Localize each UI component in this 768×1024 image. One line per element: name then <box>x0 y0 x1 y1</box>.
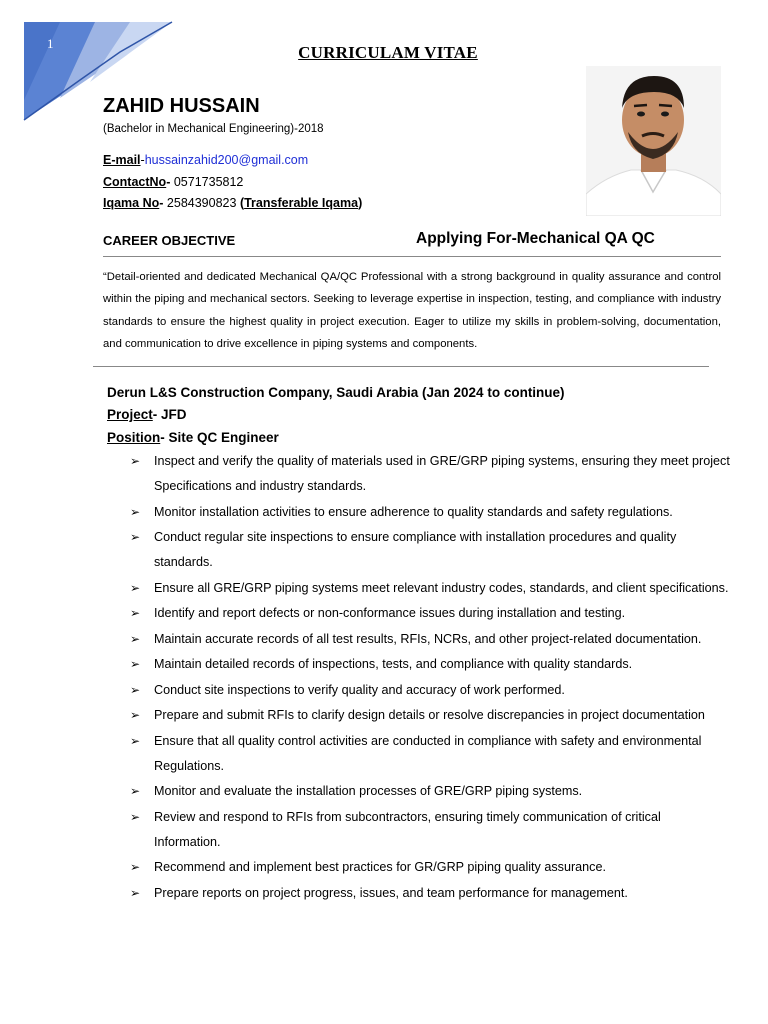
iqama-number: 2584390823 <box>166 196 237 210</box>
career-objective-heading: CAREER OBJECTIVE <box>103 233 236 248</box>
project-value: - JFD <box>152 407 187 422</box>
arrow-bullet-icon: ➢ <box>130 708 141 722</box>
list-item: ➢ Prepare and submit RFIs to clarify design details or resolve discrepancies in project documentation <box>130 703 730 728</box>
email-label: E-mail <box>103 153 141 167</box>
list-item: ➢ Ensure that all quality control activities are conducted in compliance with safety and environmental Regulations. <box>130 729 730 779</box>
position-label: Position <box>107 430 161 445</box>
arrow-bullet-icon: ➢ <box>130 631 141 646</box>
contact-line: ContactNo- 0571735812 <box>103 175 244 189</box>
arrow-bullet-icon: ➢ <box>130 860 141 874</box>
company-line: Derun L&S Construction Company, Saudi Arabia (Jan 2024 to continue) <box>107 385 565 400</box>
list-item: ➢ Monitor installation activities to ensure adherence to quality standards and safety regulations. <box>130 500 730 525</box>
contact-label: ContactNo <box>103 175 167 189</box>
list-item: ➢ Identify and report defects or non-conformance issues during installation and testing. <box>130 601 730 626</box>
contact-number: 0571735812 <box>173 175 244 189</box>
candidate-name: ZAHID HUSSAIN <box>103 95 260 117</box>
candidate-degree: (Bachelor in Mechanical Engineering)-2018 <box>103 123 324 135</box>
iqama-line: Iqama No- 2584390823 (Transferable Iqama) <box>103 196 363 210</box>
iqama-label: Iqama No <box>103 196 160 210</box>
arrow-bullet-icon: ➢ <box>130 454 141 468</box>
applying-for-title: Applying For-Mechanical QA QC <box>416 230 655 247</box>
list-item: ➢ Conduct regular site inspections to ensure compliance with installation procedures and quality standards. <box>130 525 730 575</box>
list-item: ➢ Recommend and implement best practices for GR/GRP piping quality assurance. <box>130 855 730 880</box>
email-line: E-mail-hussainzahid200@gmail.com <box>103 153 309 167</box>
divider <box>103 256 721 257</box>
arrow-bullet-icon: ➢ <box>130 784 141 798</box>
list-item: ➢ Review and respond to RFIs from subcontractors, ensuring timely communication of critical Information. <box>130 805 730 855</box>
document-title: CURRICULAM VITAE <box>298 43 478 62</box>
list-item: ➢ Maintain accurate records of all test results, RFIs, NCRs, and other project-related documentation. <box>130 627 730 652</box>
arrow-bullet-icon: ➢ <box>130 733 141 748</box>
divider <box>93 366 709 367</box>
page-number: 1 <box>47 36 54 51</box>
list-item: ➢ Conduct site inspections to verify quality and accuracy of work performed. <box>130 678 730 703</box>
list-item: ➢ Prepare reports on project progress, issues, and team performance for management. <box>130 881 730 906</box>
position-value: - Site QC Engineer <box>160 430 279 445</box>
arrow-bullet-icon: ➢ <box>130 580 141 595</box>
arrow-bullet-icon: ➢ <box>130 530 141 544</box>
arrow-bullet-icon: ➢ <box>130 504 141 519</box>
arrow-bullet-icon: ➢ <box>130 606 141 620</box>
project-label: Project <box>107 407 153 422</box>
email-link[interactable]: hussainzahid200@gmail.com <box>144 153 309 167</box>
project-line <box>107 407 187 422</box>
list-item: ➢ Maintain detailed records of inspections, tests, and compliance with quality standards. <box>130 652 730 677</box>
arrow-bullet-icon: ➢ <box>130 809 141 824</box>
arrow-bullet-icon: ➢ <box>130 682 141 697</box>
iqama-note: Transferable Iqama <box>244 196 359 210</box>
list-item: ➢ Inspect and verify the quality of materials used in GRE/GRP piping systems, ensuring they meet project Specifications and industry standards. <box>130 449 730 499</box>
objective-paragraph: “Detail-oriented and dedicated Mechanical QA/QC Professional with a strong background in quality assurance and control within the piping and mechanical sectors. Seeking to leverage expertise in inspection, testing, and compliance with industry standards to ensure the highest quality in project execution. Eager to utilize my skills in problem-solving, documentation, and communication to drive excellence in piping systems and components. <box>103 271 721 350</box>
list-item: ➢ Ensure all GRE/GRP piping systems meet relevant industry codes, standards, and client specifications. <box>130 576 730 601</box>
duties-list <box>130 449 730 906</box>
arrow-bullet-icon: ➢ <box>130 657 141 671</box>
list-item: ➢ Monitor and evaluate the installation processes of GRE/GRP piping systems. <box>130 779 730 804</box>
profile-photo <box>586 66 721 216</box>
position-line <box>107 430 279 445</box>
arrow-bullet-icon: ➢ <box>130 885 141 900</box>
